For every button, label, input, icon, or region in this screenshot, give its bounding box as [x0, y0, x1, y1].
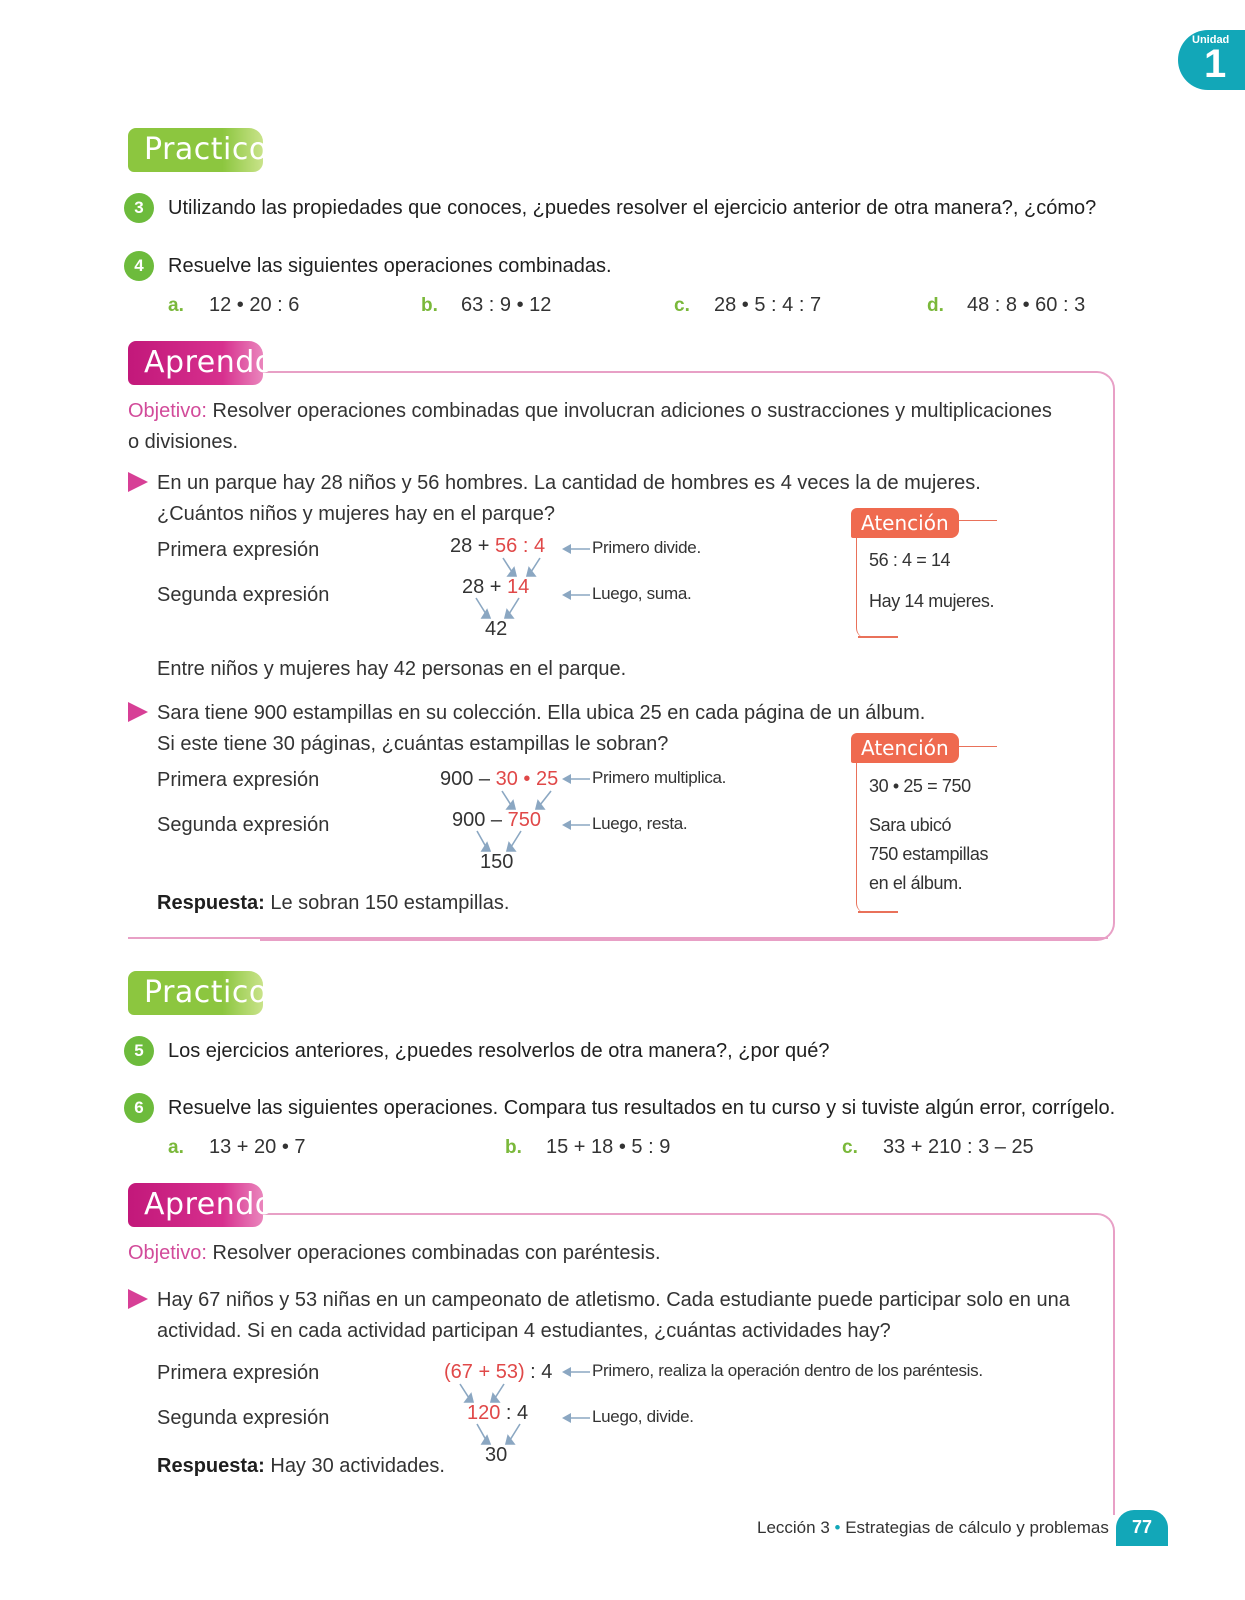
unit-tab — [1178, 30, 1245, 90]
option-a-expression: 13 + 20 • 7 — [209, 1136, 306, 1158]
option-c-letter: c. — [842, 1137, 858, 1158]
footer-lesson: Lección 3 — [757, 1518, 830, 1537]
option-a-letter: a. — [168, 1137, 184, 1158]
example-1-line-1: En un parque hay 28 niños y 56 hombres. La cantidad de hombres es 4 veces la de mujeres. — [157, 472, 981, 494]
example-2-line-2: Si este tiene 30 páginas, ¿cuántas estampillas le sobran? — [157, 733, 669, 755]
option-a-letter: a. — [168, 295, 184, 316]
expr-part: 900 – — [452, 809, 508, 831]
option-d-expression: 48 : 8 • 60 : 3 — [967, 294, 1086, 316]
respuesta-text: Le sobran 150 estampillas. — [264, 892, 510, 914]
left-arrow-icon — [562, 541, 590, 557]
respuesta — [157, 888, 509, 919]
atencion-line-1: 56 : 4 = 14 — [869, 550, 951, 570]
unit-label: Unidad — [1192, 34, 1230, 46]
option-a-expression: 12 • 20 : 6 — [209, 294, 300, 316]
atencion-line-3: 750 estampillas — [869, 844, 989, 864]
expr-part: : 4 — [524, 1361, 553, 1383]
option-d-letter: d. — [927, 295, 944, 316]
objetivo — [128, 1238, 661, 1269]
practico-tag: Practico — [128, 971, 263, 1015]
question-5-text: Los ejercicios anteriores, ¿puedes resolverlos de otra manera?, ¿por qué? — [168, 1040, 830, 1062]
atencion-box-underline — [858, 911, 898, 913]
step-note-2: Luego, resta. — [592, 814, 688, 833]
respuesta-text: Hay 30 actividades. — [264, 1455, 445, 1477]
objetivo-label: Objetivo: — [128, 400, 207, 422]
question-6-text: Resuelve las siguientes operaciones. Compara tus resultados en tu curso y si tuviste algún error, corrígelo. — [168, 1097, 1116, 1119]
objetivo-label: Objetivo: — [128, 1242, 207, 1264]
atencion-box-underline — [858, 636, 898, 638]
example-2-line-1: Sara tiene 900 estampillas en su colección. Ella ubica 25 en cada página de un álbum. — [157, 702, 926, 724]
practico-tag: Practico — [128, 128, 263, 172]
atencion-tag: Atención — [851, 508, 959, 538]
second-expression-label: Segunda expresión — [157, 1407, 330, 1429]
option-b-letter: b. — [505, 1137, 522, 1158]
result-value: 42 — [485, 618, 508, 640]
result-value: 30 — [485, 1444, 508, 1466]
question-number-5: 5 — [124, 1036, 154, 1066]
atencion-line-1: 30 • 25 = 750 — [869, 776, 971, 796]
atencion-line-2: Sara ubicó — [869, 815, 952, 835]
expr-highlight: 14 — [507, 576, 530, 598]
respuesta — [157, 1451, 445, 1482]
question-number-6: 6 — [124, 1093, 154, 1123]
expr-part: 28 + — [462, 576, 508, 598]
respuesta-label: Respuesta: — [157, 892, 265, 914]
objetivo-text-continued: o divisiones. — [128, 431, 239, 453]
left-arrow-icon — [562, 771, 590, 787]
question-4-text: Resuelve las siguientes operaciones combinadas. — [168, 255, 612, 277]
left-arrow-icon — [562, 587, 590, 603]
step-note-2: Luego, divide. — [592, 1407, 694, 1426]
bullet-arrow-icon — [128, 1289, 148, 1309]
first-expression-label: Primera expresión — [157, 539, 320, 561]
objetivo-text: Resolver operaciones combinadas con paréntesis. — [212, 1242, 661, 1264]
first-expression-label: Primera expresión — [157, 1362, 320, 1384]
question-number-4: 4 — [124, 251, 154, 281]
aprendo-frame-bottom — [128, 937, 1108, 939]
footer-dot: • — [834, 1518, 841, 1537]
solution-arrows-icon — [440, 1376, 570, 1456]
example-1-conclusion: Entre niños y mujeres hay 42 personas en el parque. — [157, 658, 627, 680]
solution-arrows-icon — [440, 550, 570, 630]
option-b-expression: 15 + 18 • 5 : 9 — [546, 1136, 671, 1158]
first-expression-label: Primera expresión — [157, 769, 320, 791]
left-arrow-icon — [562, 817, 590, 833]
result-value: 150 — [480, 851, 514, 873]
step-note-1: Primero divide. — [592, 538, 701, 557]
option-b-expression: 63 : 9 • 12 — [461, 294, 552, 316]
option-c-expression: 33 + 210 : 3 – 25 — [883, 1136, 1034, 1158]
atencion-line-4: en el álbum. — [869, 873, 963, 893]
expr-part: 900 – — [440, 768, 496, 790]
bullet-arrow-icon — [128, 702, 148, 722]
expr-highlight: 750 — [507, 809, 541, 831]
expr-highlight: (67 + 53) — [444, 1361, 525, 1383]
step-note-2: Luego, suma. — [592, 584, 692, 603]
question-number-3: 3 — [124, 193, 154, 223]
atencion-tag: Atención — [851, 733, 959, 763]
left-arrow-icon — [562, 1364, 590, 1380]
objetivo-text: Resolver operaciones combinadas que involucran adiciones o sustracciones y multiplicaciones — [212, 400, 1052, 422]
step-note-1: Primero, realiza la operación dentro de los paréntesis. — [592, 1361, 983, 1380]
atencion-line-2: Hay 14 mujeres. — [869, 591, 995, 611]
aprendo-tag: Aprendo — [128, 341, 263, 385]
example-3-line-1: Hay 67 niños y 53 niñas en un campeonato de atletismo. Cada estudiante puede participar solo en una — [157, 1289, 1070, 1311]
step-note-1: Primero multiplica. — [592, 768, 727, 787]
option-c-letter: c. — [674, 295, 690, 316]
solution-arrows-icon — [440, 783, 570, 863]
option-c-expression: 28 • 5 : 4 : 7 — [714, 294, 822, 316]
expr-highlight: 120 — [467, 1402, 501, 1424]
bullet-arrow-icon — [128, 472, 148, 492]
expr-part: : 4 — [500, 1402, 529, 1424]
question-3-text: Utilizando las propiedades que conoces, ¿puedes resolver el ejercicio anterior de otra manera?, ¿cómo? — [168, 197, 1097, 219]
unit-number: 1 — [1204, 42, 1227, 86]
footer — [757, 1518, 1109, 1538]
left-arrow-icon — [562, 1410, 590, 1426]
example-1-line-2: ¿Cuántos niños y mujeres hay en el parque? — [157, 503, 556, 525]
objetivo — [128, 396, 1108, 427]
page-number: 77 — [1116, 1510, 1168, 1546]
second-expression-label: Segunda expresión — [157, 814, 330, 836]
footer-title: Estrategias de cálculo y problemas — [845, 1518, 1109, 1537]
respuesta-label: Respuesta: — [157, 1455, 265, 1477]
expr-part: 28 + — [450, 535, 496, 557]
expr-highlight: 30 • 25 — [495, 768, 559, 790]
aprendo-tag: Aprendo — [128, 1183, 263, 1227]
expr-highlight: 56 : 4 — [495, 535, 546, 557]
example-3-line-2: actividad. Si en cada actividad participan 4 estudiantes, ¿cuántas actividades hay? — [157, 1320, 891, 1342]
option-b-letter: b. — [421, 295, 438, 316]
second-expression-label: Segunda expresión — [157, 584, 330, 606]
